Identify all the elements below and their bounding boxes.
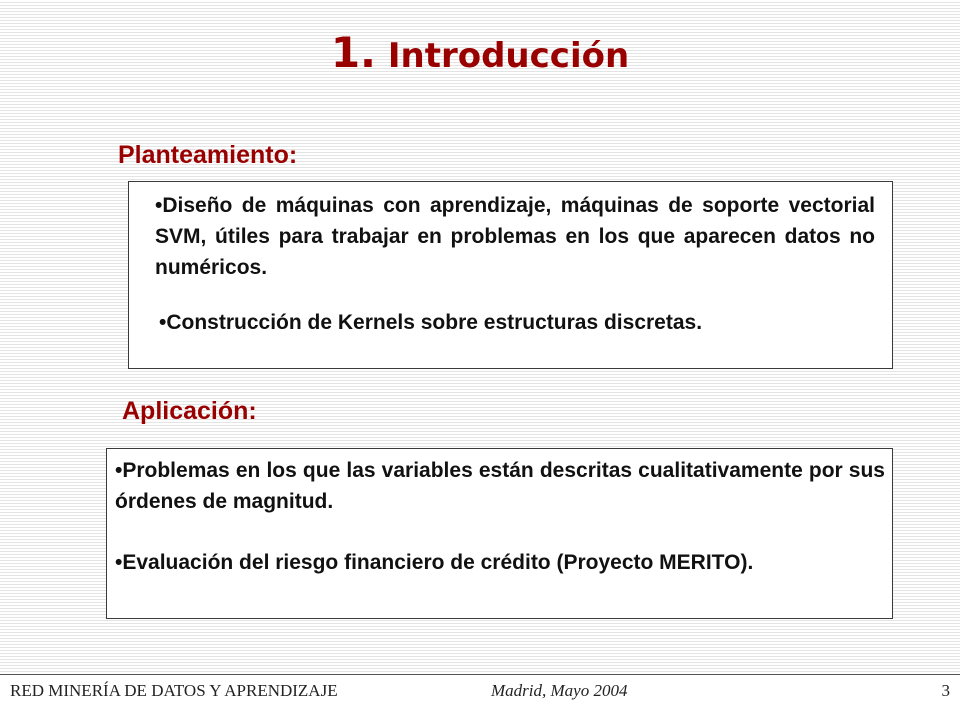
aplicacion-item-problemas: •Problemas en los que las variables están descritas cualitativamente por sus órdenes de magnitud. — [115, 459, 885, 513]
slide-title-text: Introducción — [387, 36, 630, 76]
planteamiento-item-svm: •Diseño de máquinas con aprendizaje, máquinas de soporte vectorial SVM, útiles para trabajar en problemas en los que aparecen datos no numéricos. — [155, 194, 875, 279]
slide-title — [0, 28, 960, 77]
footer-organization: RED MINERÍA DE DATOS Y APRENDIZAJE — [10, 681, 338, 700]
aplicacion-box — [106, 448, 893, 619]
planteamiento-item-kernels: •Construcción de Kernels sobre estructuras discretas. — [159, 311, 703, 334]
planteamiento-box — [128, 181, 893, 369]
planteamiento-heading: Planteamiento: — [118, 141, 298, 169]
footer-page-number: 3 — [941, 681, 950, 700]
slide-footer — [0, 674, 960, 720]
footer-place-date: Madrid, Mayo 2004 — [491, 681, 628, 700]
slide-title-number: 1. — [330, 28, 377, 77]
aplicacion-item-evaluacion: •Evaluación del riesgo financiero de crédito (Proyecto MERITO). — [115, 551, 754, 574]
aplicacion-heading: Aplicación: — [122, 397, 257, 425]
